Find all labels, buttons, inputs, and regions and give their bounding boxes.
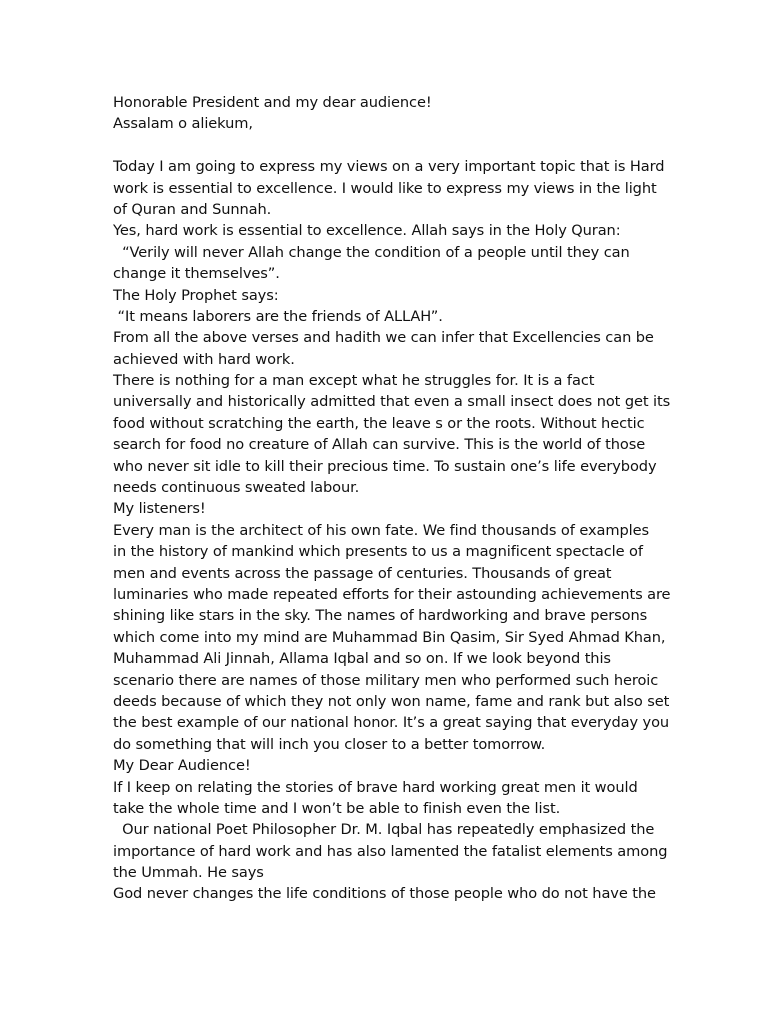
text-line: search for food no creature of Allah can survive. This is the world of those — [113, 436, 646, 454]
text-line: Our national Poet Philosopher Dr. M. Iqbal has repeatedly emphasized the — [113, 821, 655, 839]
text-line: Today I am going to express my views on a very important topic that is Hard — [113, 158, 665, 176]
text-line: scenario there are names of those military men who performed such heroic — [113, 671, 659, 689]
text-line: Every man is the architect of his own fate. We find thousands of examples — [113, 521, 649, 539]
text-line: The Holy Prophet says: — [113, 286, 279, 304]
text-line: take the whole time and I won’t be able to finish even the list. — [113, 799, 561, 817]
text-line: If I keep on relating the stories of brave hard working great men it would — [113, 778, 638, 796]
text-line: luminaries who made repeated efforts for their astounding achievements are — [113, 585, 671, 603]
blank-line — [113, 135, 658, 156]
text-line: God never changes the life conditions of those people who do not have the — [113, 885, 656, 903]
text-line: in the history of mankind which presents to us a magnificent spectacle of — [113, 543, 643, 561]
text-line: food without scratching the earth, the leave s or the roots. Without hectic — [113, 414, 645, 432]
text-line: deeds because of which they not only won name, fame and rank but also set — [113, 692, 670, 710]
text-line: My listeners! — [113, 500, 206, 518]
text-line: of Quran and Sunnah. — [113, 200, 272, 218]
text-line: Yes, hard work is essential to excellence. Allah says in the Holy Quran: — [113, 222, 621, 240]
text-line: Assalam o aliekum, — [113, 115, 253, 133]
text-line: which come into my mind are Muhammad Bin Qasim, Sir Syed Ahmad Khan, — [113, 628, 666, 646]
text-line: shining like stars in the sky. The names of hardworking and brave persons — [113, 607, 648, 625]
document-page — [113, 92, 671, 905]
text-line: “Verily will never Allah change the condition of a people until they can — [113, 243, 630, 261]
text-line: There is nothing for a man except what he struggles for. It is a fact — [113, 372, 595, 390]
text-line: achieved with hard work. — [113, 350, 295, 368]
text-line: From all the above verses and hadith we can infer that Excellencies can be — [113, 329, 654, 347]
text-line: the best example of our national honor. It’s a great saying that everyday you — [113, 714, 670, 732]
text-line: who never sit idle to kill their precious time. To sustain one’s life everybody — [113, 457, 657, 475]
text-line: the Ummah. He says — [113, 864, 264, 882]
text-line: change it themselves”. — [113, 265, 280, 283]
text-line: Muhammad Ali Jinnah, Allama Iqbal and so on. If we look beyond this — [113, 650, 611, 668]
text-line: work is essential to excellence. I would like to express my views in the light — [113, 179, 657, 197]
text-line: universally and historically admitted that even a small insect does not get its — [113, 393, 671, 411]
text-line: My Dear Audience! — [113, 757, 251, 775]
text-line: importance of hard work and has also lamented the fatalist elements among — [113, 842, 668, 860]
text-line: “It means laborers are the friends of ALLAH”. — [113, 307, 443, 325]
text-line: do something that will inch you closer to a better tomorrow. — [113, 735, 546, 753]
text-line: needs continuous sweated labour. — [113, 479, 360, 497]
text-line: Honorable President and my dear audience! — [113, 94, 432, 111]
text-line: men and events across the passage of centuries. Thousands of great — [113, 564, 612, 582]
